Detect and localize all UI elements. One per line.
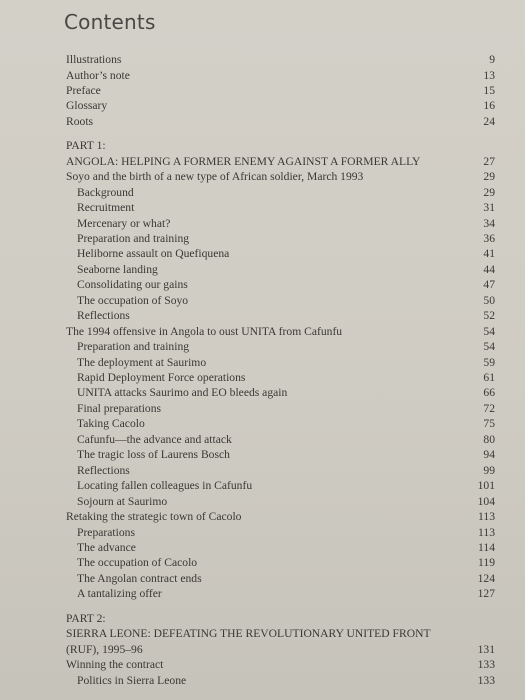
toc-entry-title: Background bbox=[77, 185, 134, 199]
toc-entry bbox=[0, 200, 525, 216]
toc-entry-page: 29 bbox=[483, 170, 495, 184]
toc-entry-page: 47 bbox=[483, 278, 495, 292]
toc-entry bbox=[0, 216, 525, 232]
toc-entry-title: Sojourn at Saurimo bbox=[77, 494, 168, 508]
toc-entry-page: 29 bbox=[483, 185, 495, 199]
toc-entry-page: 133 bbox=[477, 658, 495, 672]
toc-entry bbox=[0, 611, 525, 627]
toc-entry-title: Final preparations bbox=[77, 401, 162, 415]
toc-entry-page: 113 bbox=[478, 525, 495, 539]
toc-entry bbox=[0, 324, 525, 340]
toc-entry-title: Consolidating our gains bbox=[77, 278, 188, 292]
toc-entry-page: 99 bbox=[483, 463, 495, 477]
toc-entry-title: Roots bbox=[66, 114, 94, 128]
toc-entry-title: (RUF), 1995–96 bbox=[66, 642, 143, 656]
toc-entry-title: Preparations bbox=[77, 525, 135, 539]
toc-entry-page: 36 bbox=[483, 231, 495, 245]
toc-entry-page: 41 bbox=[483, 247, 495, 261]
toc-entry bbox=[0, 586, 525, 602]
toc-entry-title: Politics in Sierra Leone bbox=[77, 673, 187, 687]
toc-entry bbox=[0, 447, 525, 463]
toc-entry-page: 101 bbox=[477, 479, 495, 493]
toc-entry-page: 94 bbox=[483, 448, 495, 462]
toc-entry-page: 9 bbox=[489, 53, 495, 66]
toc-entry-page: 54 bbox=[483, 340, 495, 354]
toc-entry bbox=[0, 657, 525, 673]
toc-entry bbox=[0, 673, 525, 689]
toc-entry-title: Illustrations bbox=[66, 53, 122, 66]
toc-entry bbox=[0, 185, 525, 201]
toc-entry bbox=[0, 277, 525, 293]
toc-entry-title: Mercenary or what? bbox=[77, 216, 171, 230]
toc-entry-title: Taking Cacolo bbox=[77, 417, 145, 431]
page-title: Contents bbox=[64, 10, 156, 34]
toc-entry bbox=[0, 401, 525, 417]
toc-entry-page: 44 bbox=[483, 262, 495, 276]
toc-entry bbox=[0, 385, 525, 401]
toc-entry-title: Locating fallen colleagues in Cafunfu bbox=[77, 479, 253, 493]
toc-entry-title: The tragic loss of Laurens Bosch bbox=[77, 448, 230, 462]
toc-entry bbox=[0, 169, 525, 185]
toc-entry bbox=[0, 231, 525, 247]
toc-entry bbox=[0, 478, 525, 494]
toc-entry-title: Reflections bbox=[77, 309, 130, 323]
toc-entry bbox=[0, 339, 525, 355]
toc-entry-title: The occupation of Cacolo bbox=[77, 556, 198, 570]
toc-entry-title: Recruitment bbox=[77, 201, 135, 214]
toc-entry-title: Soyo and the birth of a new type of African soldier, March 1993 bbox=[66, 170, 364, 184]
toc-entry bbox=[0, 642, 525, 658]
toc-entry-page: 119 bbox=[478, 556, 495, 570]
toc-entry bbox=[0, 540, 525, 556]
toc-entry-title: Preparation and training bbox=[77, 340, 190, 354]
toc-entry-page: 133 bbox=[477, 673, 495, 687]
toc-entry-title: Preface bbox=[66, 83, 101, 97]
toc-entry-title: Rapid Deployment Force operations bbox=[77, 371, 246, 384]
toc-entry-page: 114 bbox=[478, 540, 495, 554]
toc-entry bbox=[0, 571, 525, 587]
toc-entry-title: Winning the contract bbox=[66, 658, 164, 672]
toc-entry bbox=[0, 293, 525, 309]
toc-entry bbox=[0, 525, 525, 541]
toc-entry-page: 31 bbox=[483, 201, 495, 214]
toc-entry-page: 16 bbox=[483, 99, 495, 113]
toc-entry-page: 54 bbox=[483, 324, 495, 338]
toc-entry-page: 59 bbox=[483, 355, 495, 369]
toc-entry-page: 52 bbox=[483, 309, 495, 323]
toc-entry-title: UNITA attacks Saurimo and EO bleeds again bbox=[77, 386, 288, 400]
toc-entry-page: 34 bbox=[483, 216, 495, 230]
toc-entry-page: 61 bbox=[483, 371, 495, 384]
toc-entry-title: The occupation of Soyo bbox=[77, 293, 189, 307]
toc-entry bbox=[0, 626, 525, 642]
toc-entry bbox=[0, 555, 525, 571]
toc-entry bbox=[0, 154, 525, 170]
toc-entry-page: 72 bbox=[483, 401, 495, 415]
toc-entry-page: 124 bbox=[477, 571, 495, 585]
toc-entry bbox=[0, 494, 525, 510]
toc-entry-title: Heliborne assault on Quefiquena bbox=[77, 247, 230, 261]
toc-entry bbox=[0, 98, 525, 114]
toc-entry-title: The deployment at Saurimo bbox=[77, 355, 207, 369]
toc-entry bbox=[0, 52, 525, 68]
toc-entry-page: 13 bbox=[483, 68, 495, 82]
toc-entry bbox=[0, 262, 525, 278]
toc-entry bbox=[0, 416, 525, 432]
toc-entry-title: Seaborne landing bbox=[77, 262, 158, 276]
toc-entry-title: Preparation and training bbox=[77, 231, 190, 245]
toc-entry-page: 131 bbox=[477, 642, 495, 656]
toc-entry bbox=[0, 308, 525, 324]
toc-entry-page: 50 bbox=[483, 293, 495, 307]
toc-entry-title: Glossary bbox=[66, 99, 108, 113]
toc-entry-title: PART 2: bbox=[66, 611, 106, 625]
toc-entry-page: 75 bbox=[483, 417, 495, 431]
toc-entry-page: 127 bbox=[477, 587, 495, 601]
toc-entry-title: PART 1: bbox=[66, 139, 106, 153]
toc-entry bbox=[0, 68, 525, 84]
toc-entry-title: The Angolan contract ends bbox=[77, 571, 202, 585]
toc-entry-title: Cafunfu—the advance and attack bbox=[77, 432, 232, 446]
toc-entry-page: 80 bbox=[483, 432, 495, 446]
toc-entry bbox=[0, 246, 525, 262]
toc-entry-title: Reflections bbox=[77, 463, 130, 477]
toc-entry-title: The 1994 offensive in Angola to oust UNITA from Cafunfu bbox=[66, 324, 343, 338]
toc-entry bbox=[0, 432, 525, 448]
toc-entry-title: The advance bbox=[77, 540, 136, 554]
toc-entry bbox=[0, 83, 525, 99]
toc-entry-title: Author’s note bbox=[66, 68, 130, 82]
toc-entry bbox=[0, 114, 525, 130]
toc-entry-title: Retaking the strategic town of Cacolo bbox=[66, 510, 242, 523]
toc-entry-title: A tantalizing offer bbox=[77, 587, 162, 601]
toc-entry-title: ANGOLA: HELPING A FORMER ENEMY AGAINST A FORMER ALLY bbox=[66, 154, 421, 168]
toc-entry bbox=[0, 138, 525, 154]
toc-entry-page: 15 bbox=[483, 83, 495, 97]
toc-entry-page: 27 bbox=[483, 154, 495, 168]
toc-entry-page: 24 bbox=[483, 114, 495, 128]
toc-entry-page: 113 bbox=[478, 510, 495, 523]
toc-entry bbox=[0, 370, 525, 386]
toc-entry-page: 66 bbox=[483, 386, 495, 400]
toc-entry bbox=[0, 463, 525, 479]
toc-entry bbox=[0, 355, 525, 371]
toc-entry-page: 104 bbox=[477, 494, 495, 508]
toc-entry-title: SIERRA LEONE: DEFEATING THE REVOLUTIONARY UNITED FRONT bbox=[66, 627, 431, 641]
toc-entry bbox=[0, 509, 525, 525]
